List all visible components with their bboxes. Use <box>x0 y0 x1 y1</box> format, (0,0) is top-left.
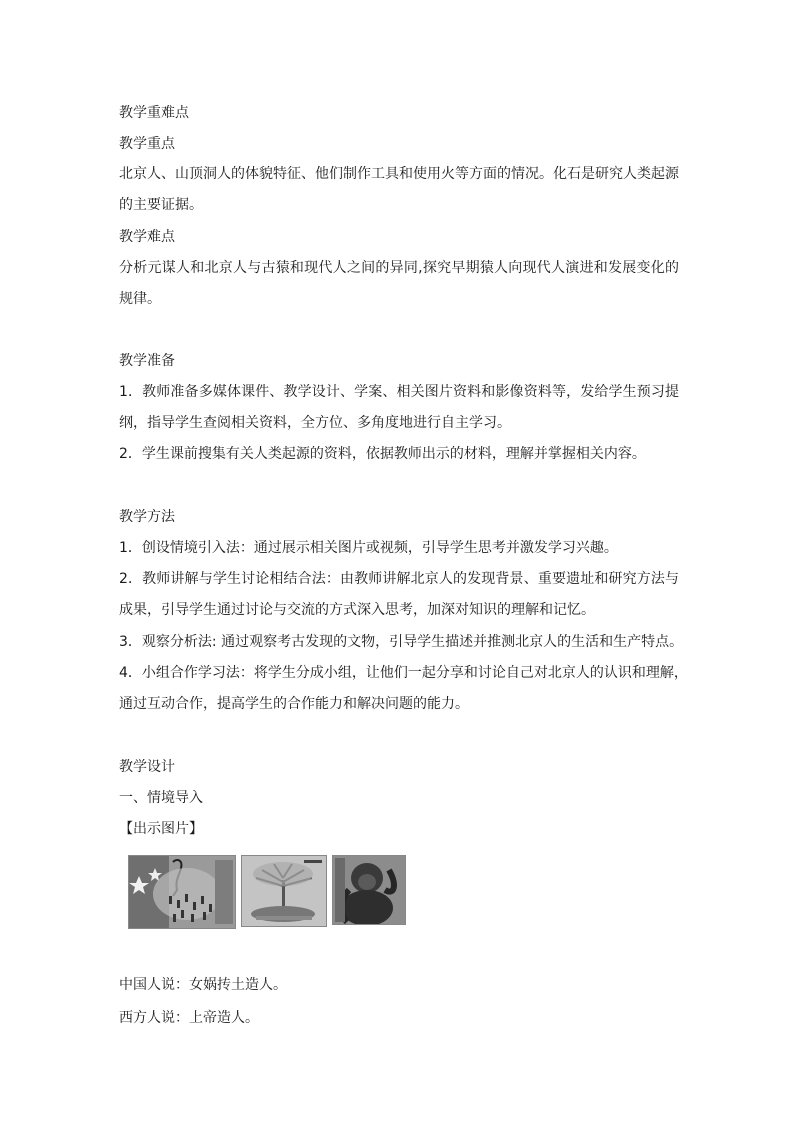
list-item: 1．教师准备多媒体课件、教学设计、学案、相关图片资料和影像资料等，发给学生预习提 <box>119 384 679 400</box>
list-item-continuation: 纲，指导学生查阅相关资料，全方位、多角度地进行自主学习。 <box>119 415 511 431</box>
bracket-label-show-pictures: 【出示图片】 <box>119 821 203 837</box>
paragraph-line: 西方人说：上帝造人。 <box>119 1010 259 1026</box>
list-item: 3．观察分析法: 通过观察考古发现的文物，引导学生描述并推测北京人的生活和生产特点。 <box>119 634 684 650</box>
heading-design: 教学设计 <box>119 759 175 775</box>
paragraph-line: 北京人、山顶洞人的体貌特征、他们制作工具和使用火等方面的情况。化石是研究人类起源 <box>119 166 679 182</box>
paragraph-line: 的主要证据。 <box>119 197 203 213</box>
list-item: 2．教师讲解与学生讨论相结合法：由教师讲解北京人的发现背景、重要遗址和研究方法与 <box>119 571 679 587</box>
paragraph-line: 分析元谋人和北京人与古猿和现代人之间的异同,探究早期猿人向现代人演进和发展变化的 <box>119 260 679 276</box>
subheading-key-points: 教学重点 <box>119 136 175 152</box>
heading-key-difficult-points: 教学重难点 <box>119 105 189 121</box>
paragraph-line: 规律。 <box>119 291 161 307</box>
tree-of-evolution-picture <box>241 855 327 927</box>
list-item: 4．小组合作学习法：将学生分成小组，让他们一起分享和讨论自己对北京人的认识和理解， <box>119 665 688 681</box>
section-title-intro: 一、情境导入 <box>119 790 203 806</box>
heading-methods: 教学方法 <box>119 509 175 525</box>
list-item-continuation: 成果，引导学生通过讨论与交流的方式深入思考，加深对知识的理解和记忆。 <box>119 602 595 618</box>
subheading-difficult-points: 教学难点 <box>119 229 175 245</box>
ape-picture <box>332 855 406 925</box>
heading-preparation: 教学准备 <box>119 353 175 369</box>
list-item: 2．学生课前搜集有关人类起源的资料，依据教师出示的材料，理解并掌握相关内容。 <box>119 446 646 462</box>
list-item: 1．创设情境引入法：通过展示相关图片或视频，引导学生思考并激发学习兴趣。 <box>119 540 618 556</box>
paragraph-line: 中国人说：女娲抟土造人。 <box>119 977 287 993</box>
nuwa-creation-picture <box>128 855 236 929</box>
list-item-continuation: 通过互动合作，提高学生的合作能力和解决问题的能力。 <box>119 696 469 712</box>
